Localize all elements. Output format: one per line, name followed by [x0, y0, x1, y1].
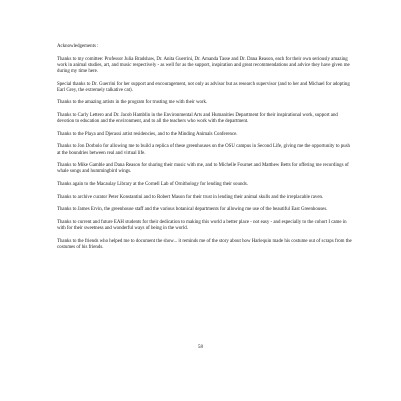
paragraph-residencies: Thanks to the Playa and Djerassi artist residencies, and to the Minding Animals Conference. — [57, 131, 238, 137]
paragraph-friends: Thanks to the friends who helped me to document the show... it reminds me of the story about how Harlequin made his costume out of scraps from the costumes of his friends. — [57, 238, 352, 250]
paragraph-eah-department: Thanks to Carly Lettero and Dr. Jacob Hamblin in the Environmental Arts and Humanities Department for their inspirational work, support and devotion to education and the environment, and to all the teachers who work with the department. — [57, 112, 338, 125]
page-number: 58 — [198, 345, 203, 350]
acknowledgements-heading: Acknowledgements : — [57, 44, 99, 49]
paragraph-committee: Thanks to my comittee: Professor Julia Bradshaw, Dr. Anita Guerrini, Dr. Amanda Tasse and Dr. Dana Reason, each for their own seriously amazing work in animal studies, art, and music respectively - as well for as the support, inspiration and great recommendations and advice they have given me during my time here. — [57, 56, 350, 74]
paragraph-students: Thanks to current and future EAH students for their dedication to making this world a better place - not easy - and especially to the cohort I came in with for their sweetness and wonderful ways of being in the world. — [57, 219, 347, 231]
paragraph-guerrini: Special thanks to Dr. Guerrini for her support and encouragement, not only as advisor but as research supervisor (and to her and Michael for adopting Earl Grey, the extremely talkative cat). — [57, 81, 350, 93]
paragraph-archive: Thanks to archive curator Peter Konstantini and to Robert Mason for their trust in lending their animal skulls and the irreplacable raven. — [57, 194, 324, 200]
acknowledgements-section — [57, 44, 353, 257]
paragraph-macaulay-library: Thanks again to the Macaulay Library at the Cornell Lab of Ornithology for lending their sounds. — [57, 181, 248, 187]
paragraph-artists: Thanks to the amazing artists in the program for trusting me with their work. — [57, 100, 208, 106]
paragraph-second-life: Thanks to Jon Dorbolo for allowing me to build a replica of these greenhouses on the OSU campus in Second Life, giving me the opportunity to push at the boundries between real and virtual life. — [57, 144, 350, 156]
paragraph-greenhouses: Thanks to James Ervin, the greenhouse staff and the various botanical departments for allowing me use of the beautiful East Greenhouses. — [57, 207, 328, 213]
paragraph-music: Thanks to Mike Gamble and Dana Reason for sharing their music with me, and to Michelle Fournet and Matthew Betts for offering me recordings of whale songs and hummingbird wings. — [57, 163, 349, 175]
